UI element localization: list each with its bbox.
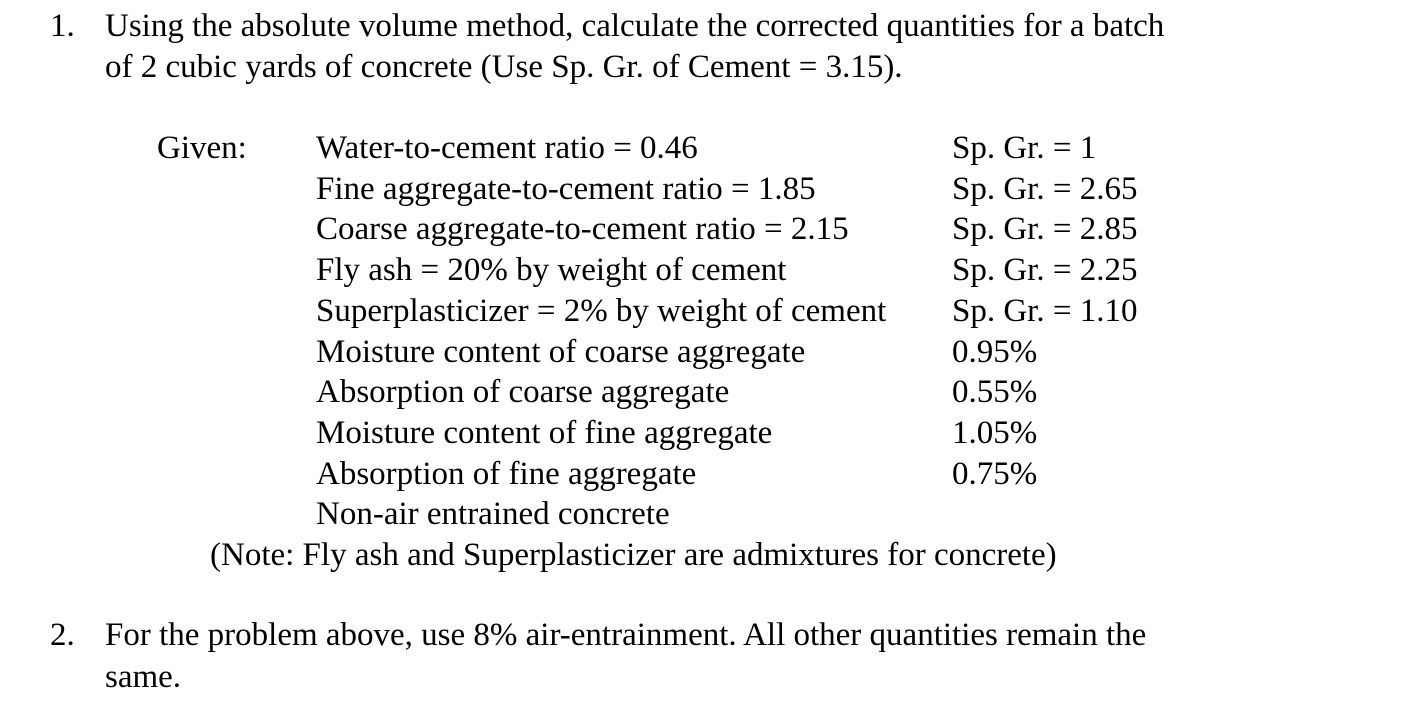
problem-1-line-1: Using the absolute volume method, calculate the corrected quantities for a batch — [105, 8, 1165, 44]
given-row-value: 1.05% — [952, 415, 1038, 451]
problem-1-line-2: of 2 cubic yards of concrete (Use Sp. Gr. of Cement = 3.15). — [105, 49, 903, 85]
problem-2-line-1: For the problem above, use 8% air-entrainment. All other quantities remain the — [105, 617, 1147, 653]
given-row-value: Sp. Gr. = 2.25 — [952, 252, 1138, 288]
given-row-value: Sp. Gr. = 2.65 — [952, 171, 1138, 207]
given-row-label: Fly ash = 20% by weight of cement — [316, 252, 787, 288]
given-row-label: Absorption of fine aggregate — [316, 456, 697, 492]
given-row-label: Moisture content of fine aggregate — [316, 415, 773, 451]
given-row-label: Non-air entrained concrete — [316, 496, 670, 532]
given-row-value: Sp. Gr. = 1 — [952, 130, 1097, 166]
given-row-value: 0.95% — [952, 334, 1038, 370]
given-row-value: Sp. Gr. = 2.85 — [952, 211, 1138, 247]
given-row-value: 0.55% — [952, 374, 1038, 410]
given-row-value: 0.75% — [952, 456, 1038, 492]
given-row-label: Coarse aggregate-to-cement ratio = 2.15 — [316, 211, 849, 247]
given-row-label: Absorption of coarse aggregate — [316, 374, 730, 410]
problem-2-line-2: same. — [105, 659, 182, 695]
given-row-label: Fine aggregate-to-cement ratio = 1.85 — [316, 171, 816, 207]
problem-1-number: 1. — [50, 8, 75, 44]
given-note: (Note: Fly ash and Superplasticizer are admixtures for concrete) — [210, 537, 1057, 573]
given-row-label: Moisture content of coarse aggregate — [316, 334, 806, 370]
problem-2-number: 2. — [50, 617, 75, 653]
given-row-value: Sp. Gr. = 1.10 — [952, 293, 1138, 329]
given-row-label: Water-to-cement ratio = 0.46 — [316, 130, 698, 166]
given-label: Given: — [157, 130, 247, 166]
given-row-label: Superplasticizer = 2% by weight of cement — [316, 293, 887, 329]
